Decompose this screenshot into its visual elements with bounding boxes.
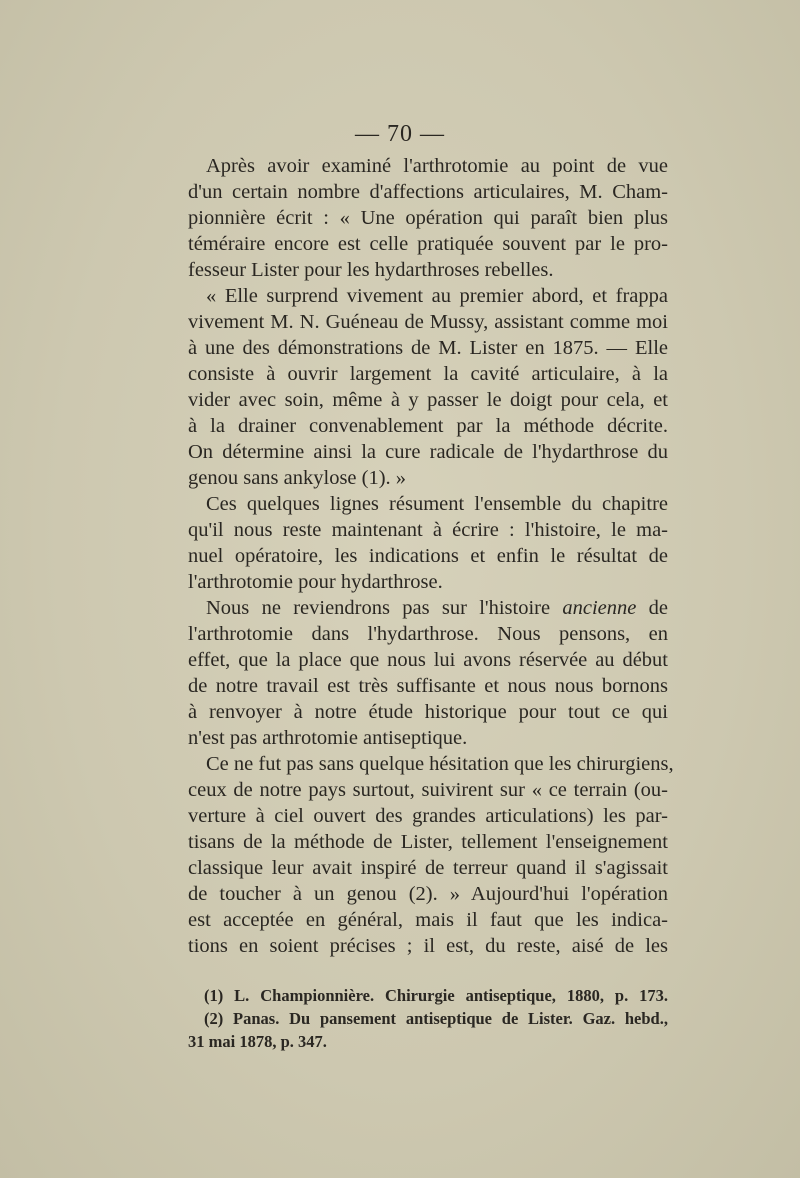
- footnote-2: (2) Panas. Du pansement antiseptique de Lister. Gaz. hebd.,: [204, 1009, 668, 1028]
- text-line: est acceptée en général, mais il faut que les indica-: [188, 909, 668, 931]
- text-line: nuel opératoire, les indications et enfin le résultat de: [188, 545, 668, 567]
- text-line: l'arthrotomie dans l'hydarthrose. Nous pensons, en: [188, 623, 668, 645]
- footnote-2-continuation: 31 mai 1878, p. 347.: [188, 1032, 327, 1051]
- text-line: tisans de la méthode de Lister, tellement l'enseignement: [188, 831, 668, 853]
- text-line: classique leur avait inspiré de terreur quand il s'agissait: [188, 857, 668, 879]
- text-line: effet, que la place que nous lui avons réservée au début: [188, 649, 668, 671]
- text-line: consiste à ouvrir largement la cavité articulaire, à la: [188, 363, 668, 385]
- text-line: ceux de notre pays surtout, suivirent sur « ce terrain (ou-: [188, 779, 668, 801]
- text-line: à la drainer convenablement par la méthode décrite.: [188, 415, 668, 437]
- text-line: genou sans ankylose (1). »: [188, 467, 407, 489]
- footnote-1: (1) L. Championnière. Chirurgie antiseptique, 1880, p. 173.: [204, 986, 668, 1005]
- text-line: On détermine ainsi la cure radicale de l'hydarthrose du: [188, 441, 668, 463]
- text-line: de notre travail est très suffisante et nous nous bornons: [188, 675, 668, 697]
- text-line: n'est pas arthrotomie antiseptique.: [188, 727, 468, 749]
- text-line: vivement M. N. Guéneau de Mussy, assistant comme moi: [188, 311, 668, 333]
- text-line: Après avoir examiné l'arthrotomie au point de vue: [206, 155, 668, 177]
- paragraph-1: [188, 153, 668, 283]
- text-line: téméraire encore est celle pratiquée souvent par le pro-: [188, 233, 668, 255]
- footnotes: [188, 984, 668, 1053]
- text-line-with-italic: [188, 595, 668, 621]
- paragraph-3: [188, 491, 668, 595]
- text-fragment: de: [636, 597, 668, 619]
- text-line: verture à ciel ouvert des grandes articulations) les par-: [188, 805, 668, 827]
- page-number: — 70 —: [355, 121, 445, 147]
- text-line: à renvoyer à notre étude historique pour tout ce qui: [188, 701, 668, 723]
- paragraph-5: [188, 751, 674, 959]
- paragraph-4: [188, 595, 668, 751]
- text-line: Ce ne fut pas sans quelque hésitation que les chirurgiens,: [206, 753, 674, 775]
- text-line: pionnière écrit : « Une opération qui paraît bien plus: [188, 207, 668, 229]
- text-line: fesseur Lister pour les hydarthroses rebelles.: [188, 259, 554, 281]
- text-line: vider avec soin, même à y passer le doigt pour cela, et: [188, 389, 668, 411]
- body-text: [188, 153, 674, 959]
- text-line: à une des démonstrations de M. Lister en 1875. — Elle: [188, 337, 668, 359]
- text-line: l'arthrotomie pour hydarthrose.: [188, 571, 443, 593]
- text-line: « Elle surprend vivement au premier abord, et frappa: [206, 285, 668, 307]
- paragraph-2: [188, 283, 668, 491]
- text-line: tions en soient précises ; il est, du reste, aisé de les: [188, 935, 668, 957]
- text-line: d'un certain nombre d'affections articulaires, M. Cham-: [188, 181, 668, 203]
- text-fragment: Nous ne reviendrons pas sur l'histoire: [206, 597, 563, 619]
- text-line: Ces quelques lignes résument l'ensemble du chapitre: [206, 493, 668, 515]
- text-line: de toucher à un genou (2). » Aujourd'hui l'opération: [188, 883, 668, 905]
- text-line: qu'il nous reste maintenant à écrire : l'histoire, le ma-: [188, 519, 668, 541]
- italic-word: ancienne: [562, 597, 637, 619]
